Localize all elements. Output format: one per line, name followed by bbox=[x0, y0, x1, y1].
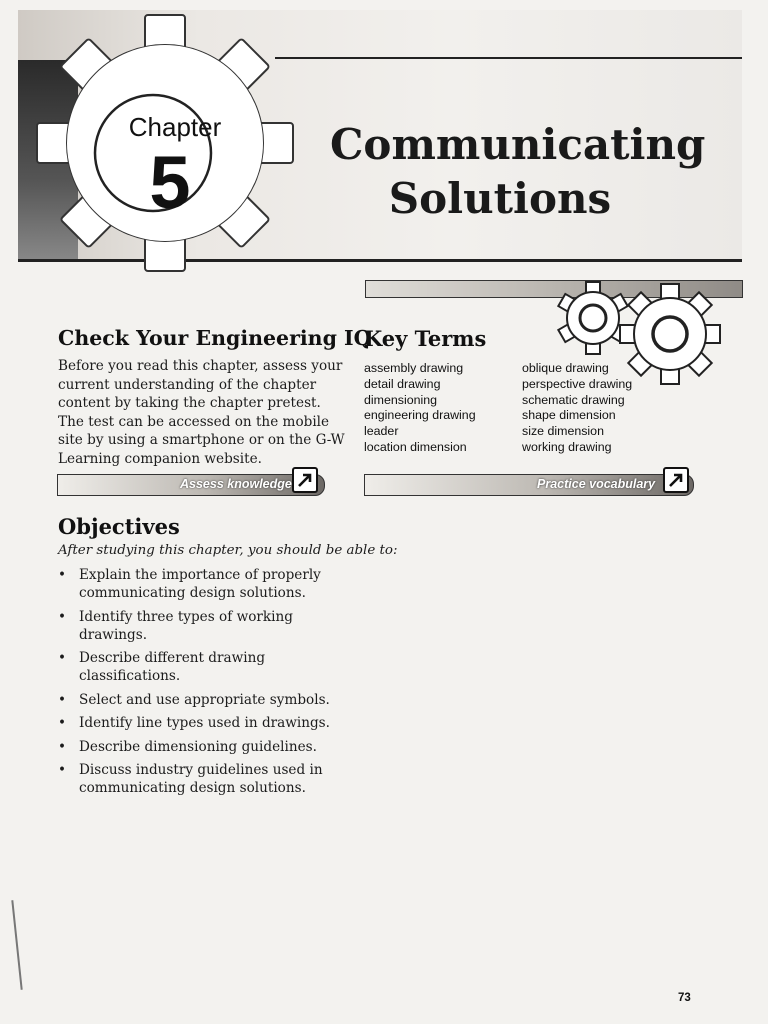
engineering-iq-heading: Check Your Engineering IQ bbox=[58, 326, 372, 350]
objective-item: • Identify three types of working drawings. bbox=[58, 608, 358, 644]
objectives-heading: Objectives bbox=[58, 514, 180, 539]
key-term: leader bbox=[364, 424, 399, 439]
key-term: assembly drawing bbox=[364, 361, 464, 375]
objective-item: • Identify line types used in drawings. bbox=[58, 714, 358, 732]
objective-item: • Describe dimensioning guidelines. bbox=[58, 738, 358, 756]
key-term: location dimension bbox=[364, 439, 467, 454]
key-terms-right-list bbox=[522, 361, 632, 456]
scan-margin-mark bbox=[11, 900, 22, 990]
key-term: detail drawing bbox=[364, 376, 441, 391]
assess-knowledge-button[interactable] bbox=[57, 474, 325, 496]
page-number: 73 bbox=[678, 992, 691, 1004]
external-link-icon bbox=[663, 467, 689, 493]
objective-item: • Discuss industry guidelines used in communicating design solutions. bbox=[58, 761, 358, 797]
key-term: working drawing bbox=[522, 439, 612, 454]
external-link-icon bbox=[292, 467, 318, 493]
chapter-number: 5 bbox=[149, 141, 191, 224]
practice-vocabulary-label: Practice vocabulary bbox=[537, 477, 656, 491]
engineering-iq-text: Before you read this chapter, assess your current understanding of the chapter content by taking the chapter pretest. The test can be accessed on the mobile site by using a smartphone or on the G-W Learning companion website. bbox=[58, 358, 345, 467]
chapter-title bbox=[330, 118, 706, 226]
key-term: perspective drawing bbox=[522, 376, 633, 391]
chapter-title-line-1: Communicating bbox=[330, 120, 706, 169]
objective-item: • Describe different drawing classifications. bbox=[58, 649, 358, 685]
objective-item: • Explain the importance of properly communicating design solutions. bbox=[58, 566, 358, 602]
key-term: oblique drawing bbox=[522, 361, 609, 375]
objective-item: • Select and use appropriate symbols. bbox=[58, 691, 358, 709]
key-term: shape dimension bbox=[522, 408, 616, 423]
practice-vocabulary-button[interactable] bbox=[364, 474, 694, 496]
chapter-label: Chapter bbox=[128, 112, 222, 142]
key-term: schematic drawing bbox=[522, 392, 625, 407]
key-term: engineering drawing bbox=[364, 408, 476, 423]
key-terms-left-list bbox=[364, 361, 476, 456]
assess-knowledge-label: Assess knowledge bbox=[180, 477, 292, 491]
key-term: size dimension bbox=[522, 424, 604, 439]
header-rule-top bbox=[275, 57, 742, 59]
objectives-subheading: After studying this chapter, you should be able to: bbox=[58, 543, 398, 558]
key-terms-heading: Key Terms bbox=[364, 326, 487, 351]
chapter-title-line-2: Solutions bbox=[388, 174, 612, 223]
objectives-list bbox=[58, 566, 358, 803]
key-term: dimensioning bbox=[364, 392, 438, 407]
